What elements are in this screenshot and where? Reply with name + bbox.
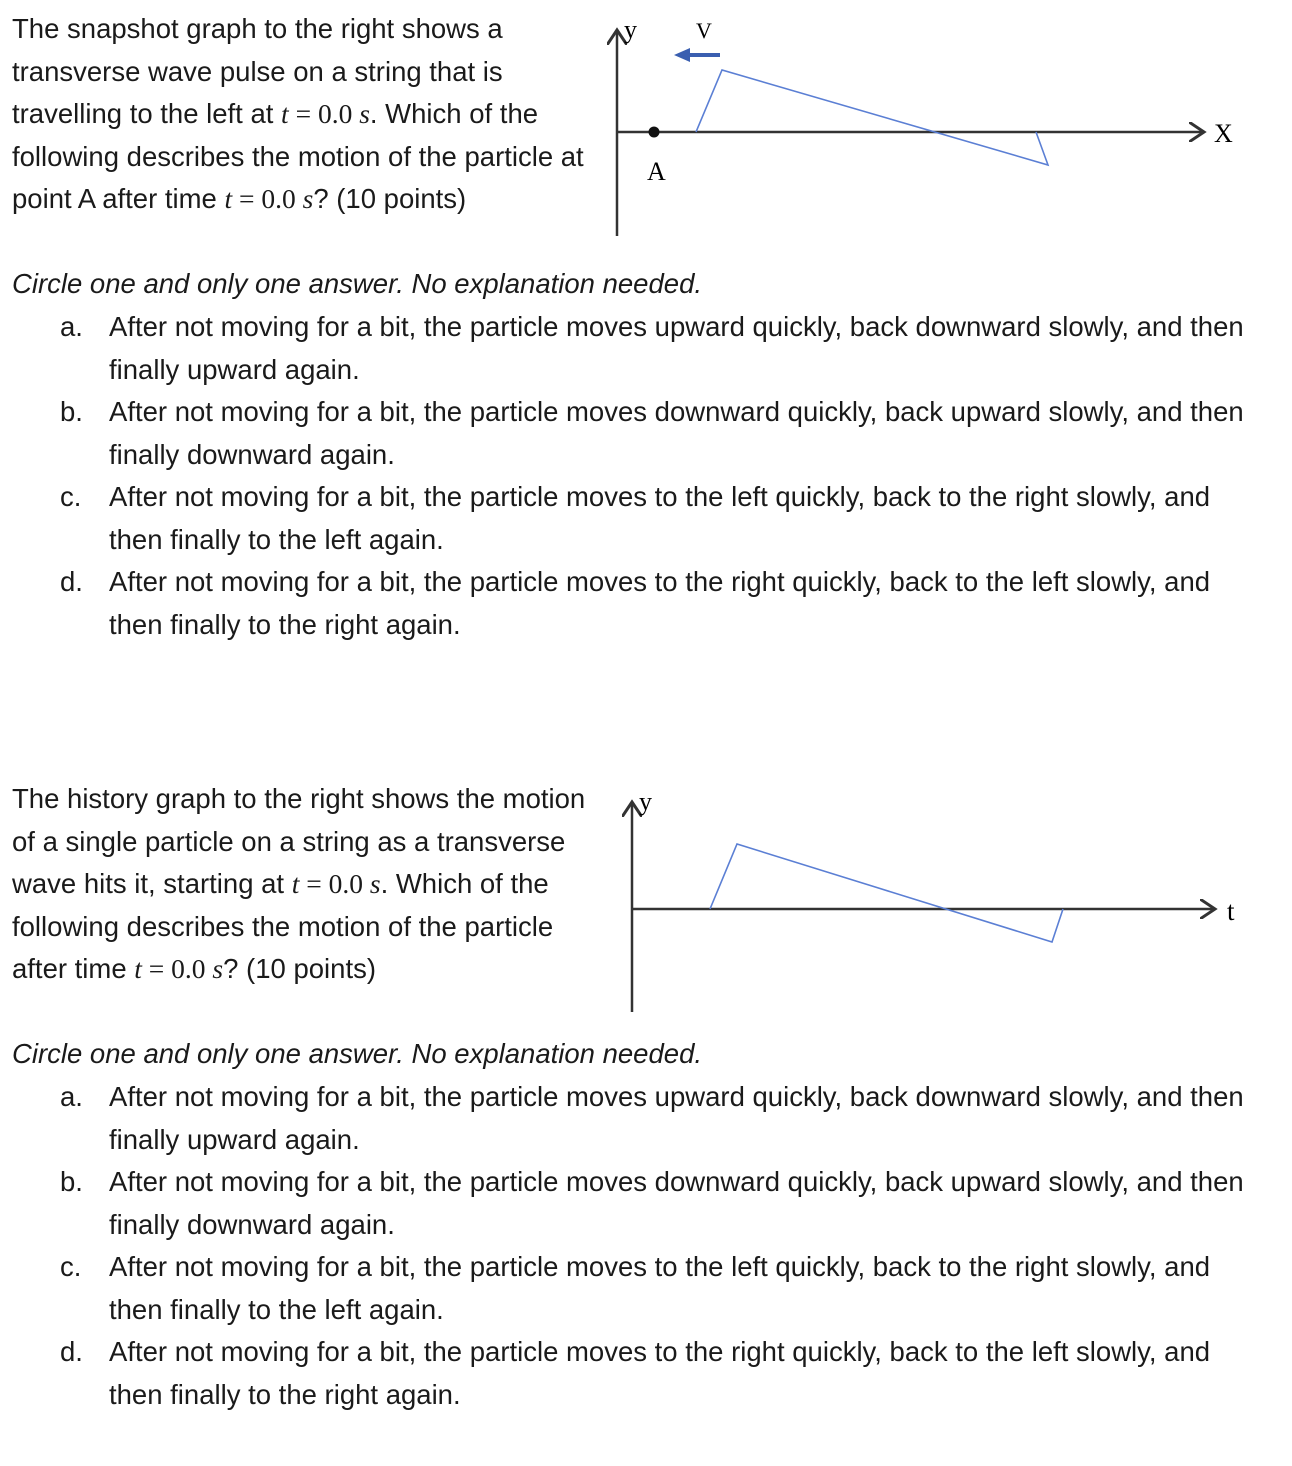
velocity-label: V <box>696 18 712 43</box>
option-text: After not moving for a bit, the particle moves upward quickly, back downward slowly, and then finally upward again. <box>109 311 1244 385</box>
option-letter: d. <box>60 1336 83 1367</box>
question-2 <box>0 770 1292 1460</box>
option-letter: d. <box>60 566 83 597</box>
x-axis-label: X <box>1214 119 1233 148</box>
option-letter: c. <box>60 1251 82 1282</box>
option-letter: a. <box>60 311 83 342</box>
option-text: After not moving for a bit, the particle moves to the left quickly, back to the right slowly, and then finally to the left again. <box>109 481 1211 555</box>
option-text: After not moving for a bit, the particle moves upward quickly, back downward slowly, and then finally upward again. <box>109 1081 1244 1155</box>
option-letter: b. <box>60 396 83 427</box>
option-d[interactable] <box>0 561 1250 646</box>
question-1 <box>0 0 1292 660</box>
option-text: After not moving for a bit, the particle moves downward quickly, back upward slowly, and then finally downward again. <box>109 1166 1244 1240</box>
question-1-stem: The snapshot graph to the right shows a transverse wave pulse on a string that is travelling to the left at t = 0.0 s. Which of the following describes the motion of the particle at point A after time t = 0.0 s? (10 points) <box>12 13 584 214</box>
t-axis-label: t <box>1227 896 1235 926</box>
question-1-options <box>0 306 1250 646</box>
option-c[interactable] <box>0 1246 1250 1331</box>
history-graph <box>615 780 1255 1015</box>
question-1-instruction: Circle one and only one answer. No explanation needed. <box>12 268 702 299</box>
question-2-instruction: Circle one and only one answer. No explanation needed. <box>12 1038 702 1069</box>
option-b[interactable] <box>0 1161 1250 1246</box>
option-letter: b. <box>60 1166 83 1197</box>
option-text: After not moving for a bit, the particle moves to the left quickly, back to the right slowly, and then finally to the left again. <box>109 1251 1211 1325</box>
question-2-options <box>0 1076 1250 1416</box>
question-2-stem: The history graph to the right shows the motion of a single particle on a string as a transverse wave hits it, starting at t = 0.0 s. Which of the following describes the motion of the particle after time t = 0.0 s? (10 points) <box>12 783 586 984</box>
option-text: After not moving for a bit, the particle moves to the right quickly, back to the left slowly, and then finally to the right again. <box>109 566 1211 640</box>
y-axis-label: y <box>639 787 652 816</box>
option-letter: c. <box>60 481 82 512</box>
option-d[interactable] <box>0 1331 1250 1416</box>
wave-history <box>710 844 1063 942</box>
wave-pulse <box>696 70 1048 165</box>
option-letter: a. <box>60 1081 83 1112</box>
velocity-arrow <box>674 48 720 62</box>
option-b[interactable] <box>0 391 1250 476</box>
option-a[interactable] <box>0 306 1250 391</box>
option-c[interactable] <box>0 476 1250 561</box>
option-text: After not moving for a bit, the particle moves to the right quickly, back to the left slowly, and then finally to the right again. <box>109 1336 1211 1410</box>
option-a[interactable] <box>0 1076 1250 1161</box>
point-a-dot <box>649 127 660 138</box>
point-a-label: A <box>647 157 666 186</box>
option-text: After not moving for a bit, the particle moves downward quickly, back upward slowly, and then finally downward again. <box>109 396 1244 470</box>
y-axis-label: y <box>624 15 637 44</box>
snapshot-graph <box>600 8 1260 240</box>
